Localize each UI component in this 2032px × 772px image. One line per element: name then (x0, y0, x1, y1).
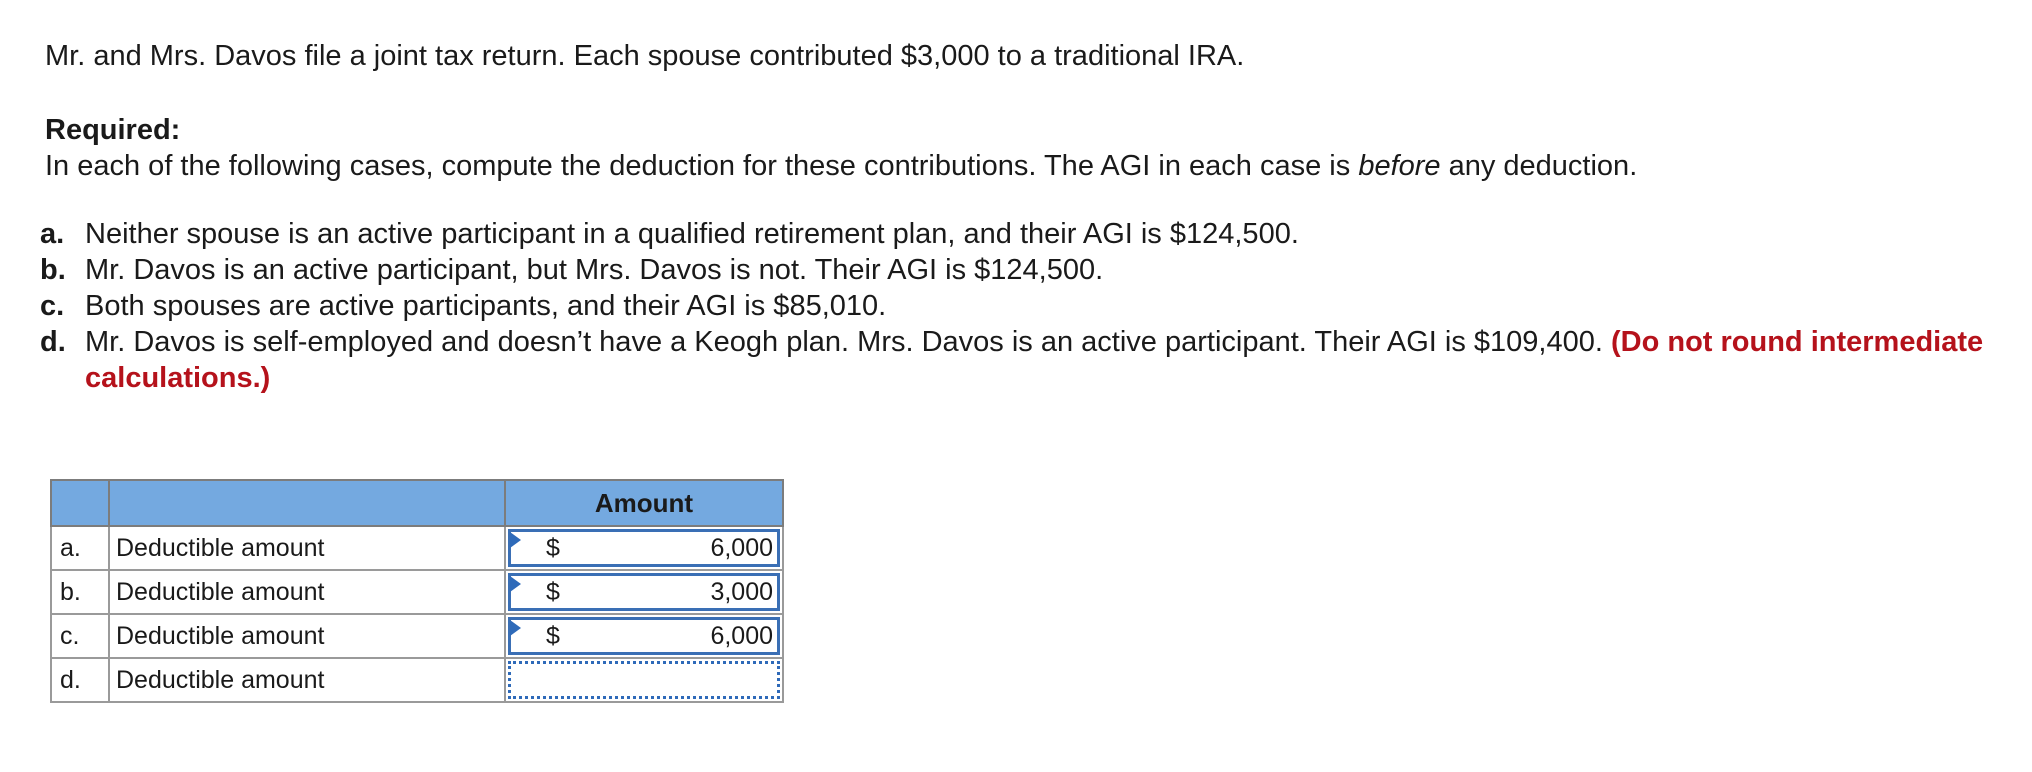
case-text: Neither spouse is an active participant in a qualified retirement plan, and their AGI is $124,500. (85, 218, 1299, 250)
amount-value: 6,000 (710, 533, 773, 562)
required-heading: Required: (45, 114, 181, 146)
required-text-before: In each of the following cases, compute the deduction for these contributions. The AGI in each case is (45, 150, 1359, 182)
row-letter: a. (51, 526, 109, 570)
amount-input-empty[interactable] (508, 661, 780, 699)
problem-intro: Mr. and Mrs. Davos file a joint tax return. Each spouse contributed $3,000 to a traditional IRA. (45, 40, 1245, 72)
table-row (51, 658, 783, 702)
row-letter: d. (51, 658, 109, 702)
case-letter: d. (40, 326, 66, 358)
table-row (51, 570, 783, 614)
rounding-note: (Do not round intermediate calculations.) (85, 326, 1984, 394)
case-letter: b. (40, 254, 66, 286)
row-letter: c. (51, 614, 109, 658)
currency-symbol: $ (546, 533, 560, 562)
case-letter: a. (40, 218, 65, 250)
answer-table (50, 479, 784, 703)
required-instructions (45, 148, 1637, 184)
table-header-row (51, 480, 783, 526)
case-item-d (40, 324, 2000, 396)
amount-input[interactable] (508, 573, 780, 611)
required-text-after: any deduction. (1440, 150, 1638, 182)
case-text-main: Mr. Davos is self-employed and doesn’t have a Keogh plan. Mrs. Davos is an active participant. Their AGI is $109,400. (85, 326, 1611, 358)
row-label: Deductible amount (109, 614, 505, 658)
table-row (51, 526, 783, 570)
amount-cell (505, 570, 783, 614)
case-text: Mr. Davos is an active participant, but Mrs. Davos is not. Their AGI is $124,500. (85, 254, 1104, 286)
row-label: Deductible amount (109, 658, 505, 702)
case-list (40, 216, 2000, 396)
answer-flag-icon (510, 620, 521, 636)
required-text-italic: before (1358, 150, 1441, 182)
header-blank-label (109, 480, 505, 526)
currency-symbol: $ (546, 577, 560, 606)
header-blank-letter (51, 480, 109, 526)
case-letter: c. (40, 290, 65, 322)
amount-cell (505, 614, 783, 658)
amount-input[interactable] (508, 529, 780, 567)
answer-flag-icon (510, 576, 521, 592)
amount-value: 6,000 (710, 621, 773, 650)
row-label: Deductible amount (109, 570, 505, 614)
header-amount: Amount (505, 480, 783, 526)
case-item-c (40, 288, 2000, 324)
currency-symbol: $ (546, 621, 560, 650)
table-row (51, 614, 783, 658)
case-item-a (40, 216, 2000, 252)
case-text: Both spouses are active participants, and their AGI is $85,010. (85, 290, 887, 322)
row-letter: b. (51, 570, 109, 614)
amount-input[interactable] (508, 617, 780, 655)
amount-cell (505, 658, 783, 702)
case-text (85, 324, 2000, 396)
amount-value: 3,000 (710, 577, 773, 606)
answer-flag-icon (510, 532, 521, 548)
amount-cell (505, 526, 783, 570)
case-item-b (40, 252, 2000, 288)
row-label: Deductible amount (109, 526, 505, 570)
